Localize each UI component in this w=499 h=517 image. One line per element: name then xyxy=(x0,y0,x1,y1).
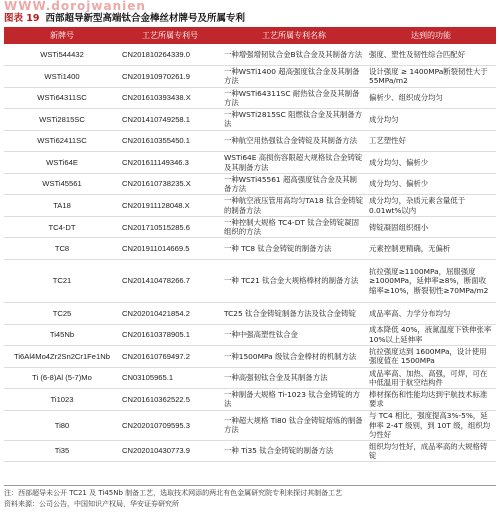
patent-number-cell: CN201910970261.9 xyxy=(120,66,220,88)
table-row xyxy=(4,44,496,66)
watermark: WWW.dorojwanien xyxy=(4,0,146,12)
function-cell: 抗拉强度达到 1600MPa，设计使用强度值在 1500MPa xyxy=(366,346,496,368)
patent-name-cell: 一种WSTi2815SC 阻燃钛合金及其制备方法 xyxy=(220,109,366,131)
patent-number-cell: CN201710515285.6 xyxy=(120,216,220,238)
grade-cell: WSTi64E xyxy=(4,152,120,174)
function-cell: 成品率高、加热、高强，可焊，可在中低温用于航空结构件 xyxy=(366,367,496,389)
grade-cell: Ti (6-8)Al (5-7)Mo xyxy=(4,367,120,389)
footer xyxy=(4,485,496,510)
grade-cell: WSTi45561 xyxy=(4,173,120,195)
grade-cell: TC4-DT xyxy=(4,216,120,238)
figure-title xyxy=(4,12,496,26)
patent-number-cell: CN201610769497.2 xyxy=(120,346,220,368)
patent-name-cell: 一种 TC8 钛合金铸锭的制备方法 xyxy=(220,238,366,260)
function-cell: 元素控制更精确，无偏析 xyxy=(366,238,496,260)
grade-cell: TC21 xyxy=(4,259,120,302)
table-row xyxy=(4,410,496,440)
patent-number-cell: CN202010421854.2 xyxy=(120,302,220,324)
function-cell: 组织均匀性好，成品率高的大规格铸锭 xyxy=(366,440,496,462)
function-cell: 成分均匀、偏析少 xyxy=(366,173,496,195)
function-cell: 工艺塑性好 xyxy=(366,130,496,152)
function-cell: 与 TC4 相比，强度提高3%-5%，延伸率 2-4T 级别，到 10T 级，组织均匀性好 xyxy=(366,410,496,440)
patent-name-cell: 一种控制大规格 TC4-DT 钛合金铸锭凝固组织的方法 xyxy=(220,216,366,238)
patent-name-cell: 一种 TC21 钛合金大规格棒材的制备方法 xyxy=(220,259,366,302)
table-row xyxy=(4,87,496,109)
table-row xyxy=(4,259,496,302)
patent-name-cell: TC25 钛合金铸锭制备方法及钛合金铸锭 xyxy=(220,302,366,324)
table-row xyxy=(4,152,496,174)
grade-cell: Ti80 xyxy=(4,410,120,440)
grade-cell: Ti1023 xyxy=(4,389,120,411)
patent-name-cell: WSTi64E 高损伤容限超大规格钛合金铸锭及其制备方法 xyxy=(220,152,366,174)
patent-number-cell: CN201610362522.5 xyxy=(120,389,220,411)
table-row xyxy=(4,216,496,238)
function-cell: 成品率高、力学分布均匀 xyxy=(366,302,496,324)
patent-name-cell: 一种WSTi64311SC 耐热钛合金及其制备方法 xyxy=(220,87,366,109)
grade-cell: WSTi2815SC xyxy=(4,109,120,131)
table-row xyxy=(4,66,496,88)
function-cell: 强度、塑性及韧性综合匹配好 xyxy=(366,44,496,66)
patent-name-cell: 一种 Ti35 钛合金铸锭的制备方法 xyxy=(220,440,366,462)
header-patent-name: 工艺所属专利名称 xyxy=(220,27,366,44)
grade-cell: TC8 xyxy=(4,238,120,260)
table-body xyxy=(4,44,496,462)
patent-name-cell: 一种制备大规格 Ti-1023 钛合金铸锭的方法 xyxy=(220,389,366,411)
header-new-grade: 新牌号 xyxy=(4,27,120,44)
function-cell: 设计强度 ≥ 1400MPa断裂韧性大于55MPa/m2 xyxy=(366,66,496,88)
patent-number-cell: CN201410478266.7 xyxy=(120,259,220,302)
patent-number-cell: CN201610355450.1 xyxy=(120,130,220,152)
patent-number-cell: CN201611149346.3 xyxy=(120,152,220,174)
grade-cell: TC25 xyxy=(4,302,120,324)
table-row xyxy=(4,130,496,152)
table-row xyxy=(4,302,496,324)
table-row xyxy=(4,440,496,462)
patent-number-cell: CN202010709595.3 xyxy=(120,410,220,440)
grade-cell: WSTi1400 xyxy=(4,66,120,88)
figure-number: 图表 19 xyxy=(4,13,40,24)
table-row xyxy=(4,389,496,411)
patent-name-cell: 一种航空用热强钛合金铸锭及其制备方法 xyxy=(220,130,366,152)
grade-cell: Ti6Al4Mo4Zr2Sn2Cr1Fe1Nb xyxy=(4,346,120,368)
patent-table xyxy=(4,27,496,462)
table-row xyxy=(4,367,496,389)
table-row xyxy=(4,346,496,368)
footer-note: 注：西部超导未公开 TC21 及 Ti45Nb 制备工艺，选取技术网添的两北有色金属研究院专利来探讨其制备工艺 xyxy=(4,489,343,497)
patent-number-cell: CN201610738235.X xyxy=(120,173,220,195)
table-row xyxy=(4,109,496,131)
patent-number-cell: CN201610393438.X xyxy=(120,87,220,109)
function-cell: 成分均匀、偏析少 xyxy=(366,152,496,174)
table-row xyxy=(4,238,496,260)
patent-name-cell: 一种增强增韧钛合金B钛合金及其制备方法 xyxy=(220,44,366,66)
patent-name-cell: 一种WSTi1400 超高强度钛合金及其制备方法 xyxy=(220,66,366,88)
patent-number-cell: CN201810264339.0 xyxy=(120,44,220,66)
table-row xyxy=(4,324,496,346)
table-header-row xyxy=(4,27,496,44)
patent-number-cell: CN201610378905.1 xyxy=(120,324,220,346)
patent-number-cell: CN201911128048.X xyxy=(120,195,220,217)
patent-name-cell: 一种超大规格 Ti80 钛合金铸锭熔炼的制备方法 xyxy=(220,410,366,440)
grade-cell: Ti35 xyxy=(4,440,120,462)
grade-cell: TA18 xyxy=(4,195,120,217)
function-cell: 偏析少、组织成分均匀 xyxy=(366,87,496,109)
function-cell: 成分均匀，杂质元素含量低于0.01wt%以内 xyxy=(366,195,496,217)
header-patent-number: 工艺所属专利号 xyxy=(120,27,220,44)
patent-number-cell: CN201410749258.1 xyxy=(120,109,220,131)
patent-name-cell: 一种航空液压管用高均匀TA18 钛合金铸锭的制备方法 xyxy=(220,195,366,217)
patent-number-cell: CN202010430773.9 xyxy=(120,440,220,462)
patent-number-cell: CN201911014669.5 xyxy=(120,238,220,260)
grade-cell: WSTi62411SC xyxy=(4,130,120,152)
function-cell: 铸锭凝固组织细小 xyxy=(366,216,496,238)
table-row xyxy=(4,173,496,195)
function-cell: 成本降低 40%，液氮温度下铁伸张率 10%以上延伸率 xyxy=(366,324,496,346)
footer-source: 资料来源：公司公告，中国知识产权局，华安证券研究所 xyxy=(4,500,179,508)
function-cell: 棒材探伤和性能均达到宇航技术标准要求 xyxy=(366,389,496,411)
patent-name-cell: 一种1500MPa 级钛合金棒材的机制方法 xyxy=(220,346,366,368)
figure-title-text: 西部超导新型高端钛合金棒丝材牌号及所属专利 xyxy=(45,13,246,24)
grade-cell: Ti45Nb xyxy=(4,324,120,346)
patent-name-cell: 一种高强韧钛合金及其制备方法 xyxy=(220,367,366,389)
function-cell: 成分均匀 xyxy=(366,109,496,131)
grade-cell: WSTi64311SC xyxy=(4,87,120,109)
grade-cell: WSTi544432 xyxy=(4,44,120,66)
table-row xyxy=(4,195,496,217)
function-cell: 抗拉强度≥1100MPa，屈服强度≥1000MPa，延伸率≥8%，断面收缩率≥10%，断裂韧性≥70MPa/m2 xyxy=(366,259,496,302)
patent-number-cell: CN03105965.1 xyxy=(120,367,220,389)
patent-name-cell: 一种中强高塑性钛合金 xyxy=(220,324,366,346)
patent-name-cell: 一种WSTi45561 超高强度钛合金及其制备方法 xyxy=(220,173,366,195)
header-function: 达到的功能 xyxy=(366,27,496,44)
